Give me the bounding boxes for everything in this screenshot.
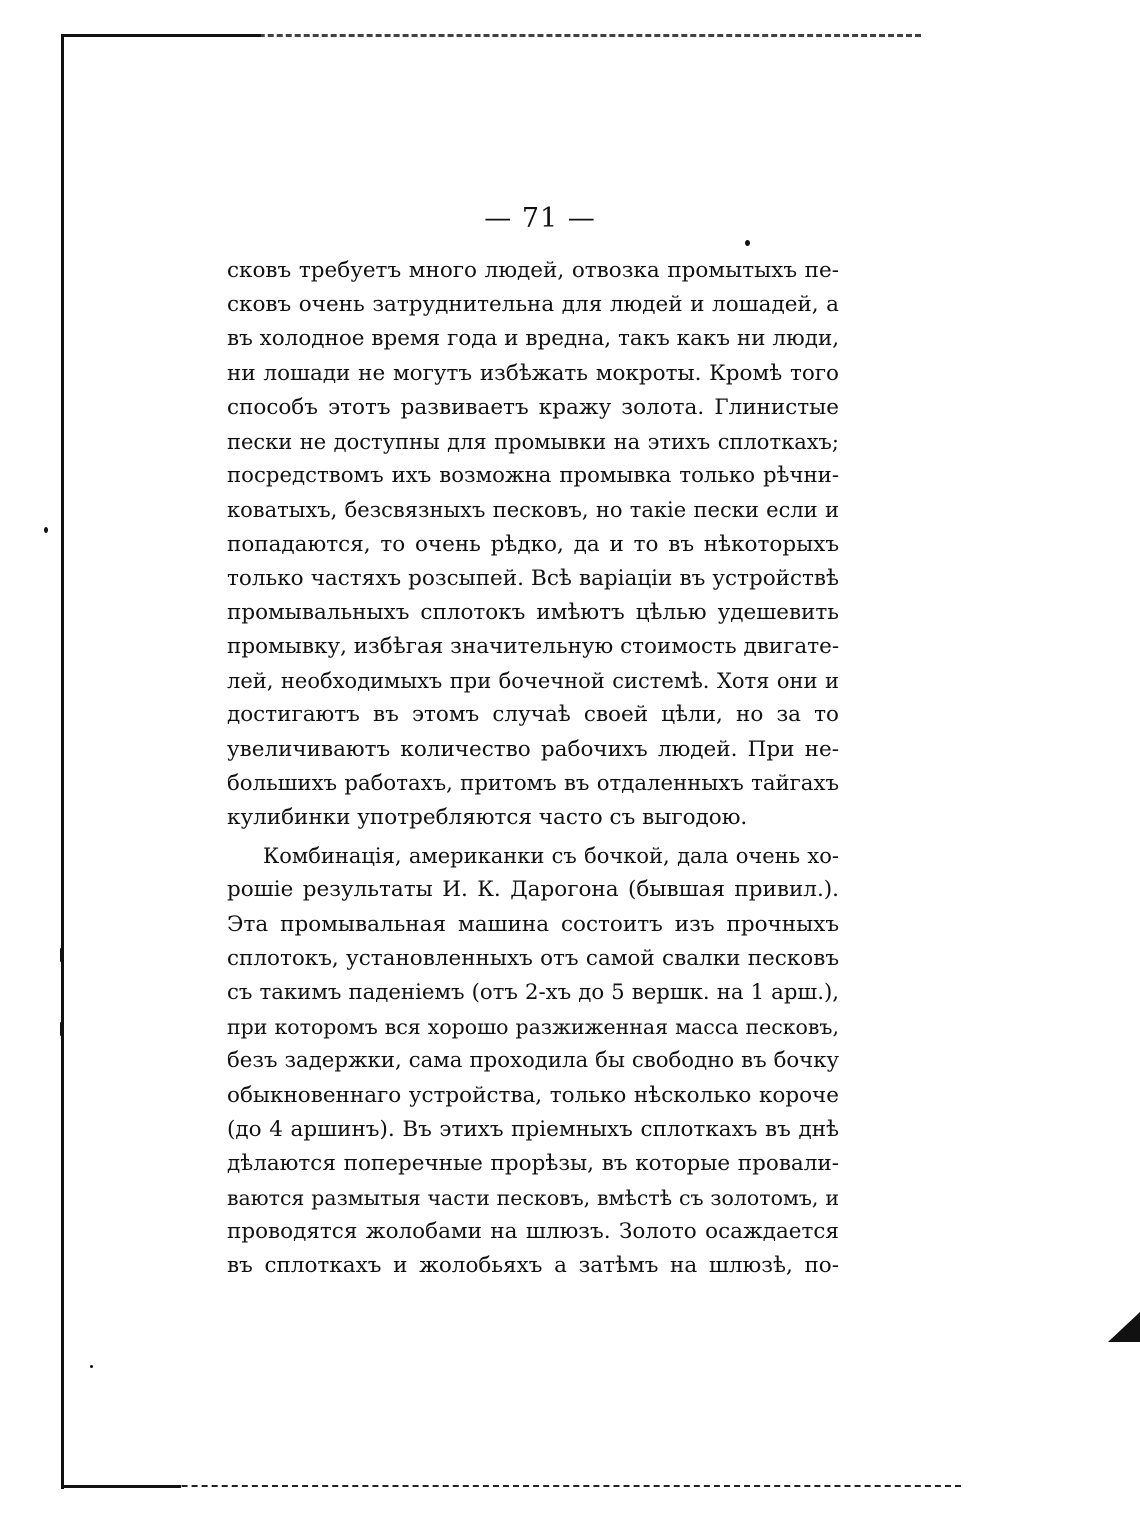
scan-frame-bottom-edge — [61, 1485, 961, 1487]
text-line: увеличиваютъ количество рабочихъ людей. При не- — [227, 736, 839, 762]
text-line: посредствомъ ихъ возможна промывка только рѣчни- — [227, 463, 839, 489]
speck-left-1 — [44, 527, 48, 533]
scan-frame-top-edge-solid — [61, 34, 261, 37]
text-line: въ сплоткахъ и жолобьяхъ а затѣмъ на шлюзѣ, по- — [227, 1253, 839, 1279]
text-line: Комбинація, американки съ бочкой, дала очень хо- — [263, 844, 839, 869]
text-line: промывальныхъ сплотокъ имѣютъ цѣлью удешевить — [227, 599, 839, 625]
text-line: пески не доступны для промывки на этихъ сплоткахъ; — [227, 429, 839, 454]
page-number: — 71 — — [484, 203, 596, 234]
speck-top — [745, 240, 750, 246]
text-line: промывку, избѣгая значительную стоимость двигате- — [227, 634, 840, 660]
paragraph-1 — [227, 254, 839, 835]
text-line: съ такимъ паденіемъ (отъ 2-хъ до 5 вершк. на 1 арш.), — [227, 979, 839, 1005]
text-line: (до 4 аршинъ). Въ этихъ пріемныхъ сплоткахъ въ днѣ — [227, 1116, 839, 1142]
text-line: при которомъ вся хорошо разжиженная масса песковъ, — [227, 1015, 839, 1040]
speck-left-2 — [60, 948, 63, 962]
text-line: ни лошади не могутъ избѣжать мокроты. Кромѣ того — [227, 360, 839, 386]
text-line: коватыхъ, безсвязныхъ песковъ, но такіе пески если и — [227, 498, 839, 523]
text-line: въ холодное время года и вредна, такъ какъ ни люди, — [227, 326, 840, 352]
text-line: безъ задержки, сама проходила бы свободно въ бочку — [227, 1048, 839, 1074]
text-line: кулибинки употребляются часто съ выгодою. — [227, 805, 748, 830]
corner-page-mark — [1108, 1312, 1140, 1342]
text-line: большихъ работахъ, притомъ въ отдаленныхъ тайгахъ — [227, 770, 839, 796]
text-line: лей, необходимыхъ при бочечной системѣ. Хотя они и — [227, 669, 839, 694]
text-line: сплотокъ, установленныхъ отъ самой свалки песковъ — [227, 945, 839, 971]
text-line: дѣлаются поперечные прорѣзы, въ которые провали- — [227, 1150, 839, 1176]
text-line: только частяхъ розсыпей. Всѣ варіаціи въ устройствѣ — [227, 565, 839, 591]
body-text — [227, 254, 839, 1284]
text-line: попадаются, то очень рѣдко, да и то въ нѣкоторыхъ — [227, 531, 839, 557]
text-line: способъ этотъ развиваетъ кражу золота. Глинистые — [227, 394, 839, 420]
text-line: проводятся жолобами на шлюзъ. Золото осаждается — [227, 1219, 839, 1245]
text-line: сковъ требуетъ много людей, отвозка промытыхъ пе- — [227, 258, 839, 283]
text-line: Эта промывальная машина состоитъ изъ прочныхъ — [227, 911, 839, 937]
scan-frame-left-edge — [61, 34, 64, 1489]
speck-bottom-left — [90, 1365, 93, 1368]
text-line: достигаютъ въ этомъ случаѣ своей цѣли, но за то — [227, 702, 839, 728]
text-line: сковъ очень затруднительна для людей и лошадей, а — [227, 292, 839, 318]
paragraph-2 — [227, 839, 839, 1283]
speck-left-3 — [60, 1022, 63, 1036]
text-line: обыкновеннаго устройства, только нѣсколько короче — [227, 1082, 839, 1108]
text-line: ваются размытыя части песковъ, вмѣстѣ съ золотомъ, и — [227, 1186, 839, 1211]
scan-frame-bottom-edge-solid — [61, 1485, 181, 1488]
text-line: рошіе результаты И. К. Дарогона (бывшая привил.). — [227, 877, 839, 903]
